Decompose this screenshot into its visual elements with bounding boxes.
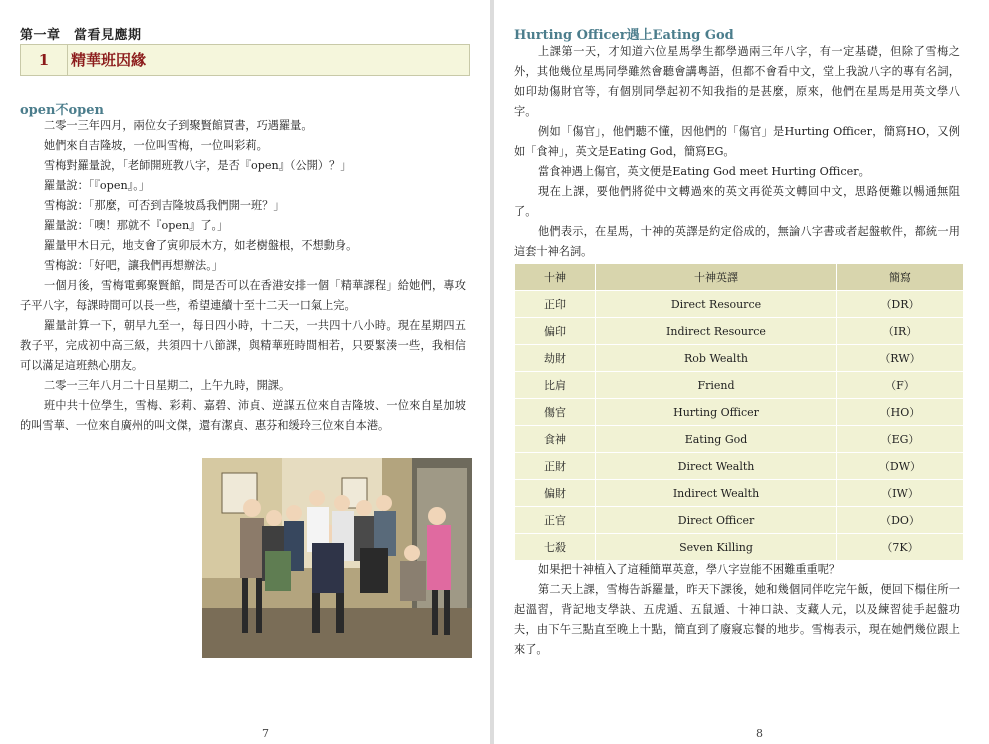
paragraph: 上課第一天，才知道六位星馬學生都學過兩三年八字，有一定基礎，但除了雪梅之外，其他幾位星馬同學雖然會聽會講粵語，但都不會看中文，堂上我說八字的專有名詞，如印劫傷財官等，有個別同學起初不知我指的是甚麼，原來，他們在星馬是用英文學八字。 xyxy=(514,45,960,118)
chapter-title: 第一章 當看見應期 xyxy=(20,28,142,43)
paragraph: 第二天上課，雪梅告訴羅量，昨天下課後，她和幾個同伴吃完午飯，便回下榻住所一起溫習，背記地支學訣、五虎遁、五鼠遁、十神口訣、支藏人元，以及練習徒手起盤功夫，由下午三點直至晚上十點，簡直到了廢寢忘餐的地步。雪梅表示，現在她們幾位跟上來了。 xyxy=(514,583,960,656)
section-header xyxy=(20,44,470,76)
table-cell: Indirect Wealth xyxy=(596,480,837,507)
table-cell: （IR） xyxy=(837,318,964,345)
table-cell: 正官 xyxy=(515,507,596,534)
paragraph: 一個月後，雪梅電郵聚賢館，問是否可以在香港安排一個「精華課程」給她們，專攻子平八字，每課時間可以長一些，希望連續十至十二天一口氣上完。 xyxy=(20,279,466,312)
paragraph: 羅量說：「噢！那就不『open』了。」 xyxy=(44,219,229,232)
paragraph: 二零一三年四月，兩位女子到聚賢館買書，巧遇羅量。 xyxy=(44,119,313,132)
paragraph: 雪梅對羅量說，「老師開班教八字，是否『open』（公開）？」 xyxy=(44,159,352,172)
table-row xyxy=(515,426,964,453)
left-page xyxy=(0,0,490,744)
paragraph: 例如「傷官」，他們聽不懂，因他們的「傷官」是Hurting Officer，簡寫HO，又例如「食神」，英文是Eating God，簡寫EG。 xyxy=(514,125,960,158)
table-cell: 正財 xyxy=(515,453,596,480)
paragraph: 羅量甲木日元，地支會了寅卯辰木方，如老樹盤根，不想動身。 xyxy=(44,239,358,252)
table-cell: Direct Resource xyxy=(596,291,837,318)
table-cell: Rob Wealth xyxy=(596,345,837,372)
table-cell: （IW） xyxy=(837,480,964,507)
table-row xyxy=(515,507,964,534)
table-row xyxy=(515,480,964,507)
table-cell: 劫財 xyxy=(515,345,596,372)
paragraph: 當食神遇上傷官，英文便是Eating God meet Hurting Officer。 xyxy=(538,165,870,178)
paragraph: 雪梅說：「好吧，讓我們再想辦法。」 xyxy=(44,259,223,272)
paragraph: 他們表示，在星馬，十神的英譯是約定俗成的，無論八字書或者起盤軟件，都統一用這套十神名詞。 xyxy=(514,225,960,258)
table-cell: Hurting Officer xyxy=(596,399,837,426)
table-cell: （F） xyxy=(837,372,964,399)
table-cell: Direct Wealth xyxy=(596,453,837,480)
paragraph: 如果把十神植入了這種簡單英意，學八字豈能不困難重重呢？ xyxy=(538,563,841,576)
group-photo-illustration xyxy=(202,458,472,658)
paragraph: 羅量計算一下，朝早九至一，每日四小時，十二天，一共四十八小時。現在星期四五教子平，完成初中高三級，共須四十八節課，與精華班時間相若，只要緊湊一些，我相信可以滿足這班熱心朋友。 xyxy=(20,319,466,372)
table-row xyxy=(515,372,964,399)
table-cell: （HO） xyxy=(837,399,964,426)
subhead-hurting-officer: Hurting Officer遇上Eating God xyxy=(514,28,734,43)
table-row xyxy=(515,345,964,372)
table-cell: Direct Officer xyxy=(596,507,837,534)
table-cell: （DR） xyxy=(837,291,964,318)
col-header: 十神英譯 xyxy=(596,264,837,291)
paragraph: 雪梅說：「那麼，可否到吉隆坡爲我們開一班？」 xyxy=(44,199,285,212)
table-cell: 正印 xyxy=(515,291,596,318)
paragraph: 現在上課，要他們將從中文轉過來的英文再從英文轉回中文，思路便難以暢通無阻了。 xyxy=(514,185,960,218)
paragraph: 班中共十位學生，雪梅、彩莉、嘉碧、沛貞、逆謀五位來自吉隆坡、一位來自星加坡的叫雪華、一位來自廣州的叫文傑，還有潔貞、惠芬和缓玲三位來自本港。 xyxy=(20,399,466,432)
table-row xyxy=(515,534,964,561)
table-cell: 傷官 xyxy=(515,399,596,426)
paragraph: 她們來自吉隆坡，一位叫雪梅，一位叫彩莉。 xyxy=(44,139,268,152)
table-header-row xyxy=(515,264,964,291)
subhead-open: open不open xyxy=(20,103,104,118)
table-row xyxy=(515,399,964,426)
section-title: 精華班因緣 xyxy=(71,51,147,69)
table-cell: 食神 xyxy=(515,426,596,453)
table-cell: （RW） xyxy=(837,345,964,372)
col-header: 簡寫 xyxy=(837,264,964,291)
table-row xyxy=(515,318,964,345)
table-cell: （DW） xyxy=(837,453,964,480)
table-cell: 七殺 xyxy=(515,534,596,561)
table-cell: Indirect Resource xyxy=(596,318,837,345)
paragraph: 羅量說：「『open』。」 xyxy=(44,179,151,192)
paragraph: 二零一三年八月二十日星期二，上午九時，開課。 xyxy=(44,379,291,392)
table-cell: 偏印 xyxy=(515,318,596,345)
ten-gods-table xyxy=(514,263,964,561)
col-header: 十神 xyxy=(515,264,596,291)
table-cell: Eating God xyxy=(596,426,837,453)
table-row xyxy=(515,453,964,480)
table-row xyxy=(515,291,964,318)
table-cell: （7K） xyxy=(837,534,964,561)
table-cell: （EG） xyxy=(837,426,964,453)
section-number: 1 xyxy=(21,45,68,75)
table-cell: 比肩 xyxy=(515,372,596,399)
table-cell: Friend xyxy=(596,372,837,399)
page-number: 8 xyxy=(756,727,763,740)
table-cell: Seven Killing xyxy=(596,534,837,561)
table-cell: （DO） xyxy=(837,507,964,534)
page-number: 7 xyxy=(262,727,269,740)
class-group-photo xyxy=(202,458,472,658)
right-page xyxy=(494,0,989,744)
table-cell: 偏財 xyxy=(515,480,596,507)
